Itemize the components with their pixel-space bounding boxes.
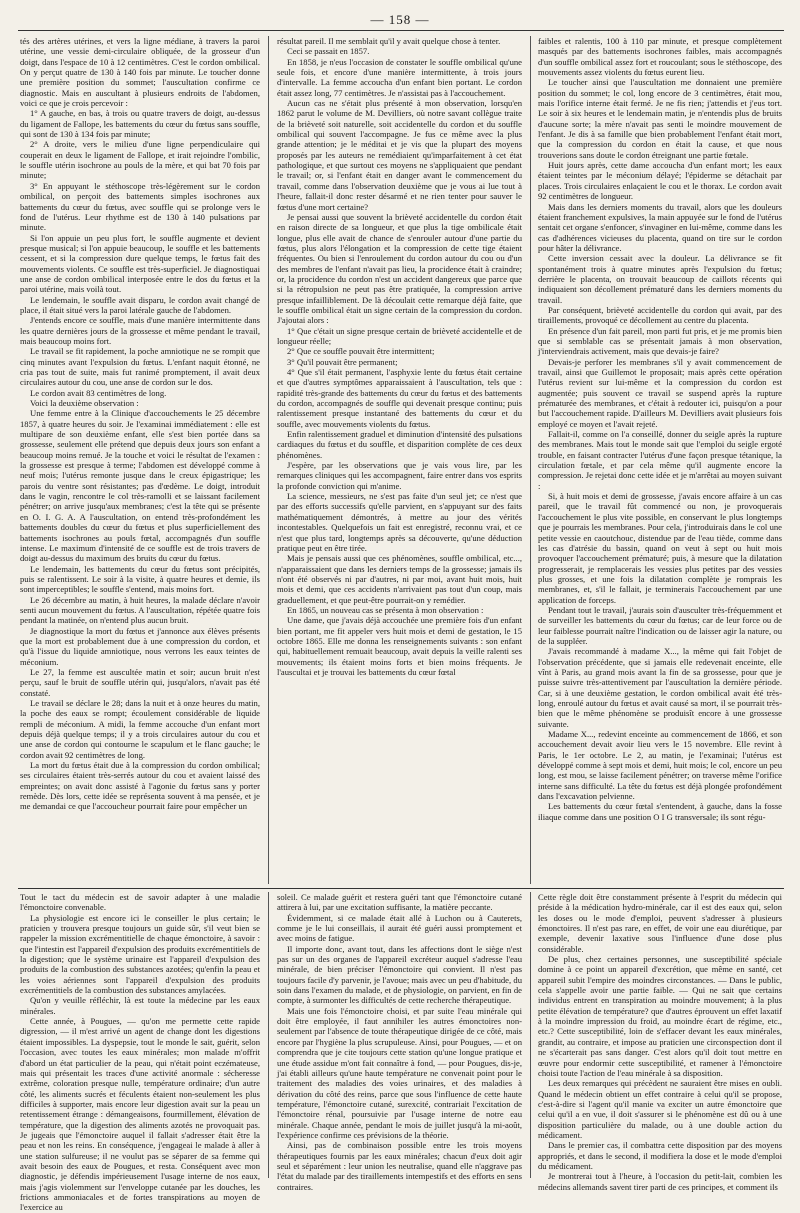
paragraph: Le lendemain, les battements du cœur du fœtus sont précipités, puis se ralentissent. Le soir à la visite, à quatre heures et demie, ils sont imperceptibles; le souffle s'entend, mais moins fort. [20,563,260,595]
paragraph: soleil. Ce malade guérit et restera guéri tant que l'émonctoire cutané attirera à lui, par une excitation suffisante, la matière peccante. [277,892,522,913]
article-column-3 [538,36,782,884]
header-rule [18,30,784,31]
column-divider [530,892,531,1178]
column-divider [268,36,269,884]
paragraph: J'entends encore ce souffle, mais d'une manière intermittente dans les quatre dernières jours de la grossesse et même pendant le travail, mais beaucoup moins fort. [20,315,260,346]
paragraph: Pendant tout le travail, j'aurais soin d'ausculter très-fréquemment et de surveiller les battements du cœur du fœtus; car de leur force ou de leur faiblesse pourrait naître l'indication ou de laisser agir la nature, ou de la suppléer. [538,604,782,646]
paragraph: Qu'on y veuille réfléchir, là est toute la médecine par les eaux minérales. [20,995,260,1016]
paragraph: tés des artères utérines, et vers la ligne médiane, à travers la paroi utérine, une vessie demi-circulaire obliquée, de la grosseur d'un doigt, dans l'espace de 10 à 12 centimètres. C'est le cordon ombilical. On y perçut quatre de 130 à 140 fois par minute. Le toucher donne une première position du sommet; l'auscultation confirme ce diagnostic. Mais en auscultant à plusieurs endroits de l'abdomen, voici ce que je crois percevoir : [20,36,260,109]
paragraph: Aucun cas ne s'était plus présenté à mon observation, lorsqu'en 1862 parut le volume de M. Devilliers, où notre savant collègue traite de la brièveté soit naturelle, soit accidentelle du cordon et du souffle ombilical qui souvent l'accompagne. Je fus ce même avec la plus grande attention; je le méditai et je vis que la plupart des moyens proposés par les auteurs ne remédiaient qu'imparfaitement à cet état pathologique, et que surtout ces moyens ne s'appliquaient que pendant le travail; or, si l'enfant était en danger avant le commencement du travail, comme dans l'observation deuxième que je vous ai lue tout à l'heure, fallait-il donc rester désarmé et ne rien tenter pour sauver le fœtus d'une mort certaine? [277,98,522,212]
paragraph: La mort du fœtus était due à la compression du cordon ombilical; ses circulaires étaient très-serrés autour du cou et avaient laissé des empreintes; on avait donc assisté à l'agonie du fœtus sans y porter remède. Dès lors, cette idée se représenta souvent à ma pensée, et je me demandai ce que l'accoucheur pourrait faire pour empêcher un [20,760,260,812]
paragraph: 2° A droite, vers le milieu d'une ligne perpendiculaire qui couperait en deux le ligament de Fallope, et irait rejoindre l'ombilic, le souffle utérin isochrone au pouls de la mère, et qui bat 70 fois par minute; [20,139,260,181]
paragraph: Cette règle doit être constamment présente à l'esprit du médecin qui préside à la médication hydro-minérale, car il est des eaux qui, selon les doses ou le mode d'emploi, peuvent s'adresser à plusieurs émonctoires. Il n'est pas rare, en effet, de voir une eau diurétique, par exemple, devenir laxative sous l'influence d'une dose plus considérable. [538,892,782,954]
paragraph: résultat pareil. Il me semblait qu'il y avait quelque chose à tenter. [277,36,501,46]
article-column-2 [277,36,522,884]
paragraph: J'espère, par les observations que je vais vous lire, par les remarques cliniques qui les accompagnent, faire entrer dans vos esprits la profonde conviction qui m'anime. [277,460,522,491]
paragraph: Le cordon avait 83 centimètres de long. [30,387,167,398]
paragraph: Évidemment, si ce malade était allé à Luchon ou à Cauterets, comme je le lui conseillais, il aurait été guéri aussi promptement et avec moins de fatigue. [277,912,522,944]
paragraph: Voici la deuxième observation : [30,398,139,409]
paragraph: 1° Que c'était un signe presque certain de brièveté accidentelle et de longueur réelle; [277,325,522,346]
paragraph: Je montrerai tout à l'heure, à l'occasion du petit-lait, combien les médecins allemands savent tirer parti de ces principes, et comment ils [538,1171,782,1192]
paragraph: Si, à huit mois et demi de grossesse, j'avais encore affaire à un cas pareil, que le travail fût commencé ou non, je provoquerais l'accouchement le plus vite possible, en conservant le plus longtemps que je pourrais les membranes. Pour cela, j'introduirais dans le col une petite vessie en caoutchouc, distendue par de l'eau tiède, comme dans les cas d'atrésie du bassin, quand on veut à sept ou huit mois provoquer l'accouchement prématuré; puis, à mesure que la dilatation progresserait, je remplacerais les vessies plus petites par des vessies plus grosses, et une fois la dilatation complète je romprais les membranes, et, s'il le fallait, je terminerais l'accouchement par une application de forceps. [538,491,782,605]
paragraph: Enfin ralentissement graduel et diminution d'intensité des pulsations cardiaques du fœtus et du souffle, et disparition complète de ces deux phénomènes. [277,429,522,460]
paragraph: Une femme entre à la Clinique d'accouchements le 25 décembre 1857, à quatre heures du soir. Je l'examinai immédiatement : elle est multipare de son deuxième enfant, elle s'est bien portée dans sa grossesse, seulement elle prétend que depuis deux jours son enfant a beaucoup moins remué. Je la touche et voici le résultat de l'examen : la grossesse est presque à terme; l'abdomen est développé comme à neuf mois; l'utérus remonte jusque dans le creux épigastrique; les parois du ventre sont résistantes; pas d'œdème. Le doigt, introduit dans le vagin, rencontre le col très-ramolli et se laissant facilement pénétrer; on arrive jusqu'aux membranes; c'est la tête qui se présente en O. I. G. A. A l'auscultation, on entend très-profondément les battements doubles du cœur du fœtus et plus superficiellement des battements isochrones au pouls fœtal, accompagnés d'un souffle intense. Le maximum d'intensité de ce souffle est de trois travers de doigt au-dessus du maximum des bruits du cœur du fœtus. [20,408,260,564]
paragraph: Dans le premier cas, il combattra cette disposition par des moyens appropriés, et dans le second, il modifiera la dose et le mode d'emploi du médicament. [538,1140,782,1171]
feuilleton-column-1 [20,892,260,1213]
column-divider [530,36,531,884]
paragraph: Le 26 décembre au matin, à huit heures, la malade déclare n'avoir senti aucun mouvement du fœtus. A l'auscultation, répétée quatre fois pendant la matinée, on n'entend plus aucun bruit. [20,594,260,626]
paragraph: Fallait-il, comme on l'a conseillé, donner du seigle après la rupture des membranes. Mais tout le monde sait que l'emploi du seigle ergoté trouble, en faisant contracter l'utérus d'une façon presque tétanique, la circulation fœtale, et par cela même qu'il augmente encore la compression. Je rejetai donc cette idée et je m'arrêtai au moyen suivant : [538,429,782,491]
paragraph: Si l'on appuie un peu plus fort, le souffle augmente et devient presque musical; si l'on appuie beaucoup, le souffle et les battements cessent, et si la compression dure quelque temps, le fœtus fait des mouvements violents. Ce souffle est très-superficiel. Je diagnostiquai une anse de cordon ombilical interposée entre le dos du fœtus et la paroi utérine, mais voilà tout. [20,232,260,295]
paragraph: 3° Qu'il pouvait être permanent; [287,356,398,367]
paragraph: Tout le tact du médecin est de savoir adapter à une maladie l'émonctoire convenable. [20,892,260,913]
feuilleton-column-3 [538,892,782,1192]
paragraph: La physiologie est encore ici le conseiller le plus certain; le praticien y trouvera presque toujours un guide sûr, s'il veut bien se rappeler la mission excrémentitielle de chaque émonctoire, à savoir : que l'intestin est l'appareil d'expulsion des produits excrémentitiels de la digestion; que le système urinaire est l'appareil d'expulsion des produits de la combustion des substances azotées; qu'enfin la peau et les voies aériennes sont l'appareil d'expulsion des produits excrémentitiels de la combustion des substances amylacées. [20,912,260,996]
paragraph: faibles et ralentis, 100 à 110 par minute, et presque complètement masqués par des battements isochrones faibles, mais accompagnés d'un souffle ombilical assez fort et roucoulant; sous le stéthoscope, des mouvements assez violents du fœtus eurent lieu. [538,36,782,78]
paragraph: Je pensai aussi que souvent la brièveté accidentelle du cordon était en raison directe de sa longueur, et que plus la tige ombilicale était longue, plus elle avait de chance de s'enrouler autour d'une partie du fœtus, plus alors l'élongation et la compression de cette tige étaient fréquentes. Ou bien si l'enroulement du cordon autour du cou ou d'un des membres de l'enfant n'avait pas lieu, la procidence était à craindre; or, la procidence du cordon n'est un accident dangereux que parce que si la rétropulsion ne peut pas être pratiquée, la compression arrive presque infailliblement. De là découlait cette remarque déjà faite, que le souffle ombilical était un signe certain de la compression du cordon. J'ajoutai alors : [277,211,522,326]
paragraph: Mais je pensais aussi que ces phénomènes, souffle ombilical, etc..., n'apparaissaient que dans les derniers temps de la grossesse; jamais ils n'ont été observés ni par d'autres, ni par moi, avant huit mois, huit mois et demi, que ces accidents n'arrivaient pas tout d'un coup, mais graduellement, et que peut-être pourrait-on y remédier. [277,553,522,605]
paragraph: J'avais recommandé à madame X..., la même qui fait l'objet de l'observation précédente, que si jamais elle redevenait enceinte, elle vînt à Paris, au grand mois avant la fin de sa grossesse, pour que je puisse suivre très-attentivement par l'auscultation la dernière période. Car, si à une deuxième gestation, le cordon ombilical avait été très-long, enroulé autour du fœtus et avait causé sa mort, il se pourrait très-bien que le même phénomène se produisît encore à une grossesse suivante. [538,646,782,729]
paragraph: 2° Que ce souffle pouvait être intermittent; [287,346,435,357]
paragraph: Le 27, la femme est auscultée matin et soir; aucun bruit n'est perçu, sauf le bruit de souffle utérin qui, jusqu'alors, n'avait pas été constaté. [20,666,260,698]
paragraph: Cette inversion cessait avec la douleur. La délivrance se fit spontanément trois à quatre minutes après l'expulsion du fœtus; derrière le placenta, on trouvait beaucoup de caillots récents qui indiquaient son décollement prématuré dans les derniers moments du travail. [538,253,782,305]
paragraph: 4° Que s'il était permanent, l'asphyxie lente du fœtus était certaine et que d'autres symptômes apparaissaient à l'auscultation, tels que : rapidité très-grande des battements du cœur du fœtus et des battements du cordon, accompagnés de souffle qui devenait presque continu; puis ralentissement presque instantané des battements du cœur et du souffle, avec mouvements violents du fœtus. [277,367,522,429]
paragraph: Par conséquent, brièveté accidentelle du cordon qui avait, par des tiraillements, provoqué ce décollement au centre du placenta. [538,304,782,326]
paragraph: Les deux remarques qui précèdent ne sauraient être mises en oubli. Quand le médecin obtient un effet contraire à celui qu'il se propose, c'est-à-dire si l'agent qu'il manie va exciter un autre émonctoire que celui qu'il a en vue, il doit s'assurer si le phénomène est dû ou à une disposition particulière du malade, ou à une double action du médicament. [538,1078,782,1140]
paragraph: Je diagnostique la mort du fœtus et j'annonce aux élèves présents que la mort est probablement due à une compression du cordon, et qu'à l'issue du liquide amniotique, nous verrons les eaux teintes de méconium. [20,625,260,667]
section-rule [18,888,784,889]
paragraph: Devais-je perforer les membranes s'il y avait commencement de travail, ainsi que Guillemot le proposait; mais après cette opération l'utérus revient sur lui-même et la compression du cordon est augmentée; puis souvent ce travail se suspend après la rupture prématurée des membranes, et c'était à redouter ici, puisqu'on a pour but l'accouchement rapide. D'ailleurs M. Devilliers avait plusieurs fois employé ce moyen et l'avait rejeté. [538,356,782,429]
paragraph: En 1865, un nouveau cas se présenta à mon observation : [287,604,484,615]
paragraph: Le travail se déclare le 28; dans la nuit et à onze heures du matin, la poche des eaux se rompt; écoulement considérable de liquide rempli de méconium. A midi, la femme accouche d'un enfant mort depuis déjà quelque temps; il y a trois circulaires autour du cou et une anse de cordon qui contourne le scapulum et le flanc gauche; le cordon avait 92 centimètres de long. [20,698,260,760]
paragraph: Madame X..., redevint enceinte au commencement de 1866, et son accouchement devait avoir lieu vers le 15 novembre. Elle revint à Paris, le 1er octobre. Le 2, au matin, je l'examinai; l'utérus est développé comme à sept mois et demi, huit mois; le col, encore un peu long, est mou, se laisse facilement pénétrer; on traverse même l'orifice interne sans difficulté. La tête du fœtus est déjà plongée profondément dans l'excavation pelvienne. [538,729,782,802]
feuilleton-column-2 [277,892,522,1192]
paragraph: En présence d'un fait pareil, mon parti fut pris, et je me promis bien que si semblable cas se présentait jamais à mon observation, j'interviendrais activement, mais que devais-je faire? [538,325,782,357]
paragraph: Le toucher ainsi que l'auscultation me donnaient une première position du sommet; le col, long encore de 3 centimètres, était mou, mais l'orifice interne était fermé. Je ne fis rien; j'attendis et j'eus tort. Le soir à six heures et le lendemain matin, je n'entendis plus de bruits d'aucune sorte; la mère n'avait pas senti le moindre mouvement de l'enfant. Je dis à sa famille que bien probablement l'enfant était mort, que la compression du cordon en était la cause, et que nous trouverions sans doute le cordon étreignant une partie fœtale. [538,77,782,160]
paragraph: Une dame, que j'avais déjà accouchée une première fois d'un enfant bien portant, me fit appeler vers huit mois et demi de gestation, le 15 octobre 1865. Elle me donna les renseignements suivants : son enfant qui, habituellement remuait beaucoup, avait depuis la veille ralenti ses mouvements; ils étaient moins forts et bien moins fréquents. Je l'auscultai et je trouvai les battements du cœur fœtal [277,615,522,677]
page-number: — 158 — [370,12,430,27]
paragraph: Ainsi, pas de combinaison possible entre les trois moyens thérapeutiques fournis par les eaux minérales; chacun d'eux doit agir seul et séparément : leur union les neutralise, quand elle n'aggrave pas l'état du malade par des tiraillements intempestifs et des efforts en sens contraires. [277,1140,522,1192]
paragraph: La science, messieurs, ne s'est pas faite d'un seul jet; ce n'est que par des efforts successifs qu'elle parvient, en s'appuyant sur des faits mathématiquement démontrés, à mettre au jour des vérités incontestables. Quelquefois un fait est enregistré, reconnu vrai, et ce n'est que plus tard, longtemps après sa découverte, qu'une déduction pratique peut en être tirée. [277,491,522,553]
paragraph: Mais une fois l'émonctoire choisi, et par suite l'eau minérale qui doit être employée, il faut annihiler les autres émonctoires non-seulement par l'absence de toute thérapeutique dirigée de ce côté, mais encore par l'hygiène la plus scrupuleuse. Ainsi, pour Pougues, — et on comprendra que je cite toujours cette station qu'une longue pratique et une étude assidue m'ont fait connaître à fond, — pour Pougues, dis-je, j'ai établi ailleurs qu'une haute température ne convenait point pour le traitement des maladies des voies urinaires, et des maladies à dérivation du côté des reins, parce que sous l'influence de cette haute température, l'émonctoire cutané, surexcité, contrariait l'excitation de l'émonctoire rénal, poursuivie par l'usage interne de notre eau minérale. Chaque année, pendant le mois de juillet jusqu'à la mi-août, l'expérience confirme ces prévisions de la théorie. [277,1005,522,1140]
paragraph: Mais dans les derniers moments du travail, alors que les douleurs étaient franchement expulsives, la main appuyée sur le fond de l'utérus sentait cet organe s'enfoncer, s'invaginer en lui-même, comme dans les cas d'adhérences vicieuses du placenta, quand on tire sur le cordon pour hâter la délivrance. [538,201,782,253]
paragraph: 3° En appuyant le stéthoscope très-légèrement sur le cordon ombilical, on perçoit des battements simples isochrones aux battements du cœur du fœtus, avec souffle qui se prolonge vers le fond de l'utérus. Leur rhythme est de 130 à 140 pulsations par minute. [20,180,260,233]
paragraph: En 1858, je n'eus l'occasion de constater le souffle ombilical qu'une seule fois, et encore d'une manière intermittente, à trois jours d'intervalle. La femme accoucha d'un enfant bien portant. Le cordon était assez long, 77 centimètres. Je n'assistai pas à l'accouchement. [277,56,522,98]
paragraph: Les battements du cœur fœtal s'entendent, à gauche, dans la fosse iliaque comme dans une position O I G transversale; ils sont régu- [538,801,782,822]
paragraph: Le lendemain, le souffle avait disparu, le cordon avait changé de place, il était situé vers la paroi latérale gauche de l'abdomen. [20,294,260,315]
paragraph: Huit jours après, cette dame accoucha d'un enfant mort; les eaux étaient teintes par le méconium délayé; l'épiderme se détachait par places. Trois circulaires enlaçaient le cou et le thorax. Le cordon avait 92 centimètres de longueur. [538,160,782,202]
paragraph: De plus, chez certaines personnes, une susceptibilité spéciale domine à ce point un appareil d'excrétion, que même en santé, cet appareil subit l'empire des moindres circonstances. — Dans le public, cela s'appelle avoir une partie faible. — Qui ne sait que certains individus entrent en transpiration au moindre mouvement; à la plus petite élévation de température? que d'autres éprouvent un effet laxatif à la moindre impression du froid, au moindre écart de régime, etc., etc.? Cette susceptibilité, loin de s'effacer devant les eaux minérales, grandit, au contraire, et impose au praticien une circonspection dont il ne s'écarterait pas sans danger. C'est alors qu'il doit tout mettre en œuvre pour endormir cette susceptibilité, et ramener à l'émonctoire choisi toute l'action de l'eau minérale à sa disposition. [538,954,782,1078]
column-divider [268,892,269,1178]
article-column-1 [20,36,260,884]
paragraph: 1° A gauche, en bas, à trois ou quatre travers de doigt, au-dessus du ligament de Fallope, les battements du cœur du fœtus sans souffle, qui sont de 130 à 134 fois par minute; [20,108,260,140]
paragraph: Cette année, à Pougues, — qu'on me permette cette rapide digression, — il m'est arrivé un agent de change dont les digestions étaient impossibles. La dyspepsie, tout le monde le sait, guérit, selon l'occasion, avec toutes les eaux minérales; mon malade m'offrit d'abord un état particulier de la peau, qui n'était point eczémateuse, mais qui présentait les traces d'une activité anormale : sécheresse extrême, coloration presque nulle, température ordinaire; d'un autre côté, les aliments sucrés et féculents étaient non-seulement les plus difficiles à supporter, mais encore leur digestion avait sur la peau un retentissement étrange : démangeaisons, fourmillement, élévation de température, que la digestion des aliments azotés ne provoquait pas. Je jugeais que l'émonctoire auquel il fallait s'adresser était être la peau et non les reins. En conséquence, j'engageai le malade à aller à une station sulfureuse; il ne voulut pas se séparer de sa femme qui avait besoin des eaux de Pougues, et resta. Conséquent avec mon diagnostic, je défendis impérieusement l'usage interne de nos eaux, mais j'agis violemment sur l'enveloppe cutanée par les douches, les frictions ammoniacales et de fortes transpirations au moyen de l'exercice au [20,1016,260,1213]
paragraph: Il importe donc, avant tout, dans les affections dont le siège n'est pas sur un des organes de l'appareil excréteur auquel s'adresse l'eau minérale, de bien préciser l'émonctoire qui convient. Il n'est pas toujours facile d'y parvenir, je l'avoue; mais avec un peu d'habitude, du soin dans l'examen du malade, et de physiologie, on parvient, en fin de compte, à surmonter les difficultés de cette recherche thérapeutique. [277,943,522,1006]
paragraph: Le travail se fit rapidement, la poche amniotique ne se rompit que cinq minutes avant l'expulsion du fœtus. L'enfant naquit étonné, ne cria pas tout de suite, mais fut ranimé promptement, il avait deux circulaires autour du cou, une anse de cordon sur le dos. [20,346,260,388]
paragraph: Ceci se passait en 1857. [287,46,370,57]
